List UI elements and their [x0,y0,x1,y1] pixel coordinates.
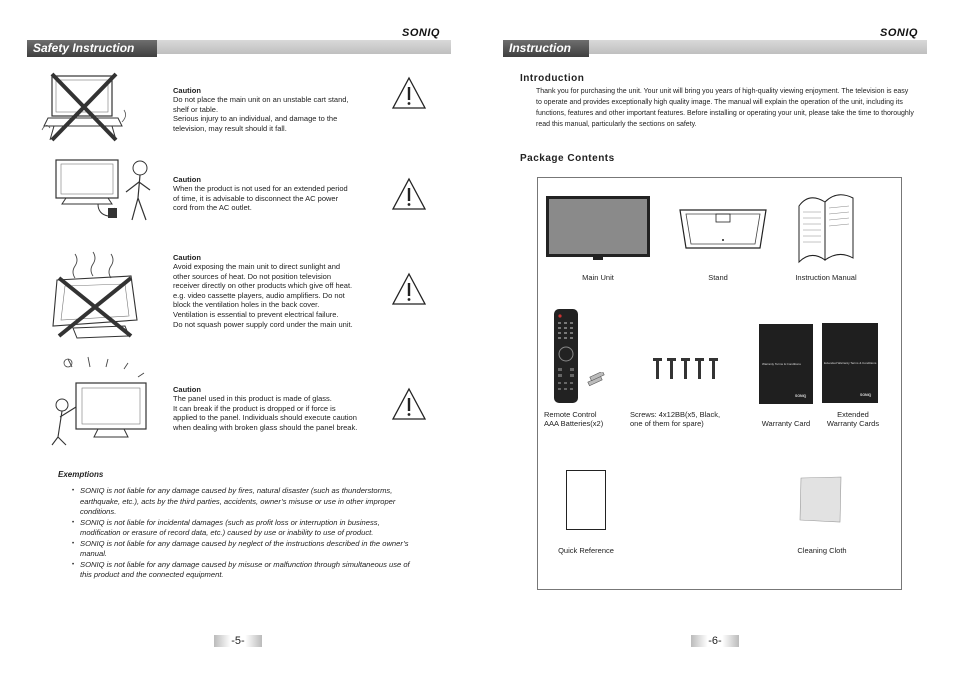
tv-unplug-illustration [52,158,157,228]
tv-unstable-cart-illustration [40,70,130,145]
instruction-manual-label: Instruction Manual [795,273,857,282]
brand-logo-left: SONIQ [402,27,440,39]
caution-block-1 [173,86,373,133]
cleaning-cloth-image [798,476,844,524]
exemption-item: • SONIQ is not liable for any damage caused by neglect of the instructions described in the owner’s manual. [74,539,419,560]
extended-warranty-card-brand: SONIQ [860,393,872,397]
extended-warranty-card-label: Extended Warranty Cards [826,410,880,428]
caution-title: Caution [173,86,201,95]
stand-label: Stand [708,273,728,282]
exemption-item: • SONIQ is not liable for any damage caused by misuse or malfunction through simultaneous use of this product and the connected equipment. [74,560,419,581]
remote-control-label: Remote Control AAA Batteries(x2) [544,410,604,428]
tv-heat-illustration [45,250,145,342]
page-number-right: -6- [691,635,739,647]
exemptions-list [74,486,419,581]
main-unit-image [545,195,651,261]
cleaning-cloth-label: Cleaning Cloth [797,546,847,555]
caution-text: Do not place the main unit on an unstable cart stand, shelf or table. Serious injury to an individual, and damage to the television, may result should it fall. [173,95,349,133]
warranty-card-brand: SONIQ [795,394,807,398]
extended-warranty-card-text: Extended Warranty Terms & Conditions [824,361,877,365]
caution-title: Caution [173,175,201,184]
warning-triangle-icon [391,76,427,110]
page-number-left: -5- [214,635,262,647]
warranty-card-image [759,324,813,404]
warranty-card-text: Warranty Terms & Conditions [762,362,801,366]
caution-title: Caution [173,385,201,394]
introduction-text: Thank you for purchasing the unit. Your unit will bring you years of high-quality viewing enjoyment. The television is easy to operate and provides exceptionally high quality image. The manual will explain the operation of the unit, including its functions, features and other important features. Before installing or operating your unit, please take the time to thoroughly read this manual, particularly the sections on safety. [536,88,914,128]
screws-image [651,358,721,380]
introduction-title: Introduction [520,73,585,84]
quick-reference-image [566,470,606,530]
stand-image [678,208,768,250]
extended-warranty-card-image [822,323,878,403]
screws-label: Screws: 4x12BB(x5, Black, one of them for spare) [630,410,721,428]
caution-text: Avoid exposing the main unit to direct sunlight and other sources of heat. Do not position television receiver directly on other products which give off heat. e.g. video cassette players, audio amplifiers. Do not block the ventilation holes in the back cover. Ventilation is essential to prevent electrical failure. Do not squash power supply cord under the main unit. [173,262,353,329]
tv-broken-glass-illustration [48,355,158,447]
quick-reference-label: Quick Reference [558,546,614,555]
caution-block-3 [173,253,373,329]
warning-triangle-icon [391,177,427,211]
remote-control-image [553,308,579,404]
warning-triangle-icon [391,272,427,306]
caution-text: The panel used in this product is made of glass. It can break if the product is dropped or if force is applied to the panel. Individuals should execute caution when dealing with broken glass should the panel break. [173,394,358,432]
section-header-instruction: Instruction [503,40,589,57]
caution-title: Caution [173,253,201,262]
caution-block-4 [173,385,383,432]
brand-logo-right: SONIQ [880,27,918,39]
aaa-batteries-image [586,372,606,388]
package-contents-title: Package Contents [520,153,615,164]
exemptions-title: Exemptions [58,470,104,479]
warning-triangle-icon [391,387,427,421]
main-unit-label: Main Unit [582,273,614,282]
warranty-card-label: Warranty Card [761,419,811,428]
caution-block-2 [173,175,373,213]
caution-text: When the product is not used for an extended period of time, it is advisable to disconnect the AC power cord from the AC outlet. [173,184,348,213]
exemption-item: • SONIQ is not liable for any damage caused by fires, natural disaster (such as thunderstorms, earthquake, etc.), acts by the third parties, accidents, owner’s misuse or use in other improper conditions. [74,486,419,518]
instruction-manual-image [795,188,857,266]
exemption-item: • SONIQ is not liable for incidental damages (such as profit loss or interruption in business, modification or erasure of record data, etc.) caused by use or inability to use of product. [74,518,419,539]
section-header-safety: Safety Instruction [27,40,157,57]
